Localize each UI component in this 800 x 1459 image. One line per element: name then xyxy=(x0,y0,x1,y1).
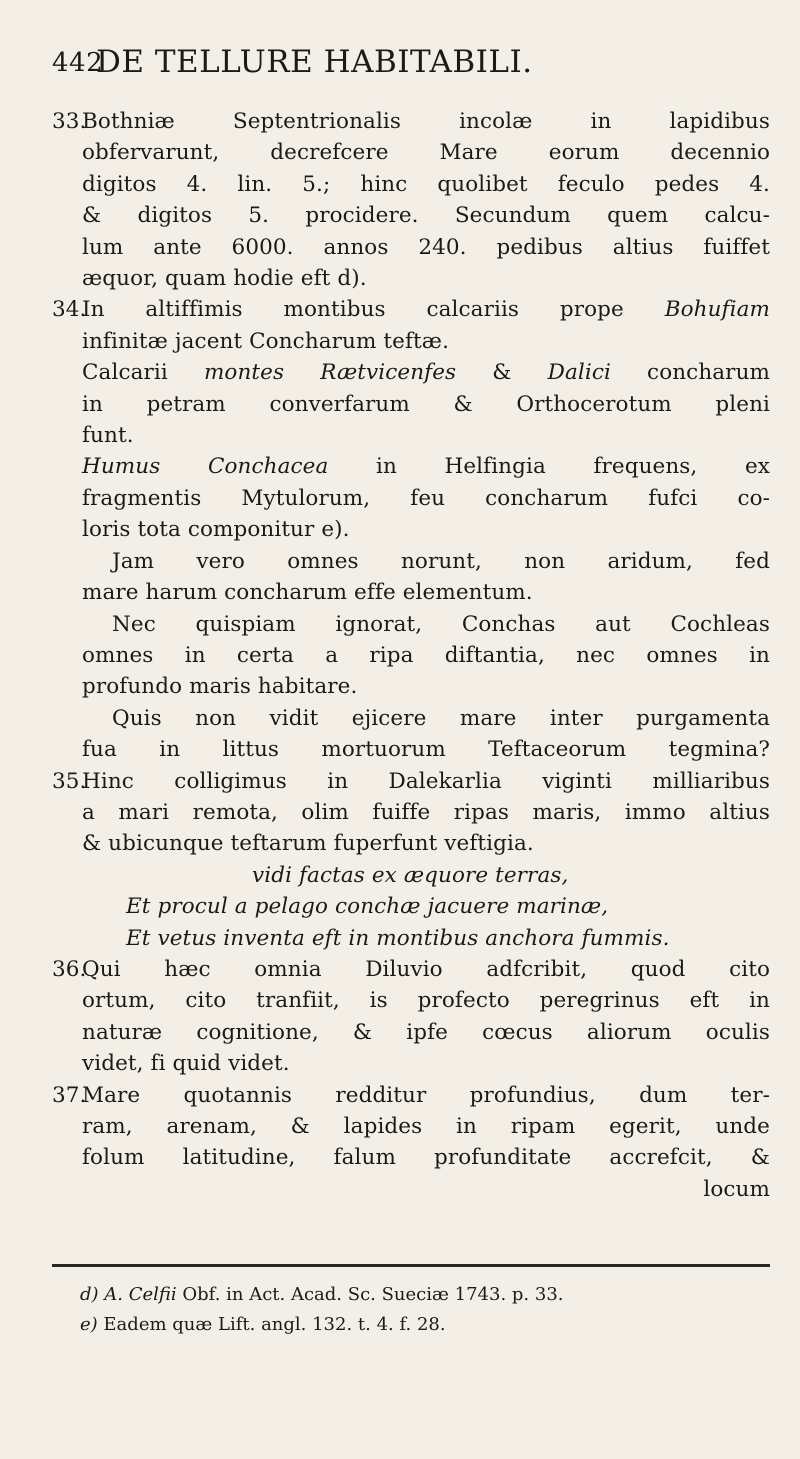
footnote-mark: d) xyxy=(80,1284,99,1305)
footnote-e xyxy=(80,1310,770,1340)
text-line: Qui hæc omnia Diluvio adfcribit, quod cito xyxy=(82,956,770,982)
text-line: fua in littus mortuorum Teftaceorum tegmina? xyxy=(82,737,770,763)
paragraph-33 xyxy=(52,106,770,294)
footnote-text: Eadem quæ Lift. angl. 132. t. 4. f. 28. xyxy=(103,1314,446,1335)
footnotes xyxy=(80,1280,770,1340)
place-name: Dalici xyxy=(547,360,611,386)
text-line: lum ante 6000. annos 240. pedibus altius fuiffet xyxy=(82,234,770,260)
text-line: obfervarunt, decrefcere Mare eorum decennio xyxy=(82,140,770,166)
text-line: loris tota componitur e). xyxy=(82,517,350,543)
text-line: & ubicunque teftarum fuperfunt veftigia. xyxy=(82,831,534,857)
place-name: Bohufiam xyxy=(664,297,770,323)
footnote-divider xyxy=(52,1264,770,1267)
running-header xyxy=(52,44,740,84)
text-line: fragmentis Mytulorum, feu concharum fufci co- xyxy=(82,485,770,511)
text-line xyxy=(82,451,770,482)
text-span: Calcarii xyxy=(82,360,204,386)
text-line: infinitæ jacent Concharum teftæ. xyxy=(82,328,450,354)
footnote-mark: e) xyxy=(80,1314,98,1335)
text-line: in petram converfarum & Orthocerotum pleni xyxy=(82,391,770,417)
text-line: videt, fi quid videt. xyxy=(82,1051,290,1077)
footnote-d xyxy=(80,1280,770,1310)
paragraph-37 xyxy=(52,1080,770,1206)
footnote-text: Obf. in Act. Acad. Sc. Sueciæ 1743. p. 33. xyxy=(176,1284,564,1305)
text-line: ram, arenam, & lapides in ripam egerit, unde xyxy=(82,1114,770,1139)
page-number: 442 xyxy=(52,48,104,78)
text-line xyxy=(82,357,770,388)
text-line: Bothniæ Septentrionalis incolæ in lapidibus xyxy=(82,109,770,134)
text-line: æquor, quam hodie eft d). xyxy=(82,266,367,292)
text-line: Hinc colligimus in Dalekarlia viginti milliaribus xyxy=(82,768,770,794)
paragraph-number: 34. xyxy=(52,297,87,323)
paragraph-number: 37. xyxy=(52,1082,87,1108)
text-line: Jam vero omnes norunt, non aridum, fed xyxy=(112,548,770,574)
text-line: digitos 4. lin. 5.; hinc quolibet feculo pedes 4. xyxy=(82,171,770,197)
verse-line: Et vetus inventa eft in montibus anchora fummis. xyxy=(126,925,670,951)
verse-line: vidi factas ex æquore terras, xyxy=(252,862,569,888)
text-line: mare harum concharum effe elementum. xyxy=(82,580,533,606)
text-line: Mare quotannis redditur profundius, dum ter- xyxy=(82,1082,770,1108)
paragraph-number: 33. xyxy=(52,109,87,134)
text-line: ortum, cito tranfiit, is profecto peregrinus eft in xyxy=(82,988,770,1014)
author-name: A. Celfii xyxy=(104,1284,177,1305)
text-line: folum latitudine, falum profunditate accrefcit, & xyxy=(82,1145,770,1171)
running-title: DE TELLURE HABITABILI. xyxy=(96,44,533,80)
paragraph-number: 36. xyxy=(52,956,87,982)
verse-quotation xyxy=(82,860,770,954)
text-line: & digitos 5. procidere. Secundum quem calcu- xyxy=(82,203,770,229)
text-line: funt. xyxy=(82,423,134,449)
text-span: concharum xyxy=(610,360,770,386)
text-line: profundo maris habitare. xyxy=(82,674,358,700)
text-span: In altiffimis montibus calcariis prope xyxy=(82,297,665,323)
place-name: montes Rætvicenfes xyxy=(203,360,457,386)
verse-line: Et procul a pelago conchæ jacuere marinæ, xyxy=(126,894,609,920)
text-line: Quis non vidit ejicere mare inter purgamenta xyxy=(112,705,770,731)
paragraph-number: 35. xyxy=(52,768,87,794)
text-line: Nec quispiam ignorat, Conchas aut Cochleas xyxy=(112,611,770,637)
catchword: locum xyxy=(703,1176,770,1202)
text-line: naturæ cognitione, & ipfe cœcus aliorum oculis xyxy=(82,1019,770,1045)
text-span: in Helfingia frequens, ex xyxy=(328,454,770,480)
main-text xyxy=(52,106,770,1205)
paragraph-35 xyxy=(52,766,770,954)
text-line: a mari remota, olim fuiffe ripas maris, immo altius xyxy=(82,799,770,825)
text-span: & xyxy=(456,360,548,386)
text-line xyxy=(82,294,770,325)
term: Humus Conchacea xyxy=(82,454,329,480)
paragraph-36 xyxy=(52,954,770,1080)
paragraph-34 xyxy=(52,294,770,765)
text-line: omnes in certa a ripa diftantia, nec omnes in xyxy=(82,642,770,668)
